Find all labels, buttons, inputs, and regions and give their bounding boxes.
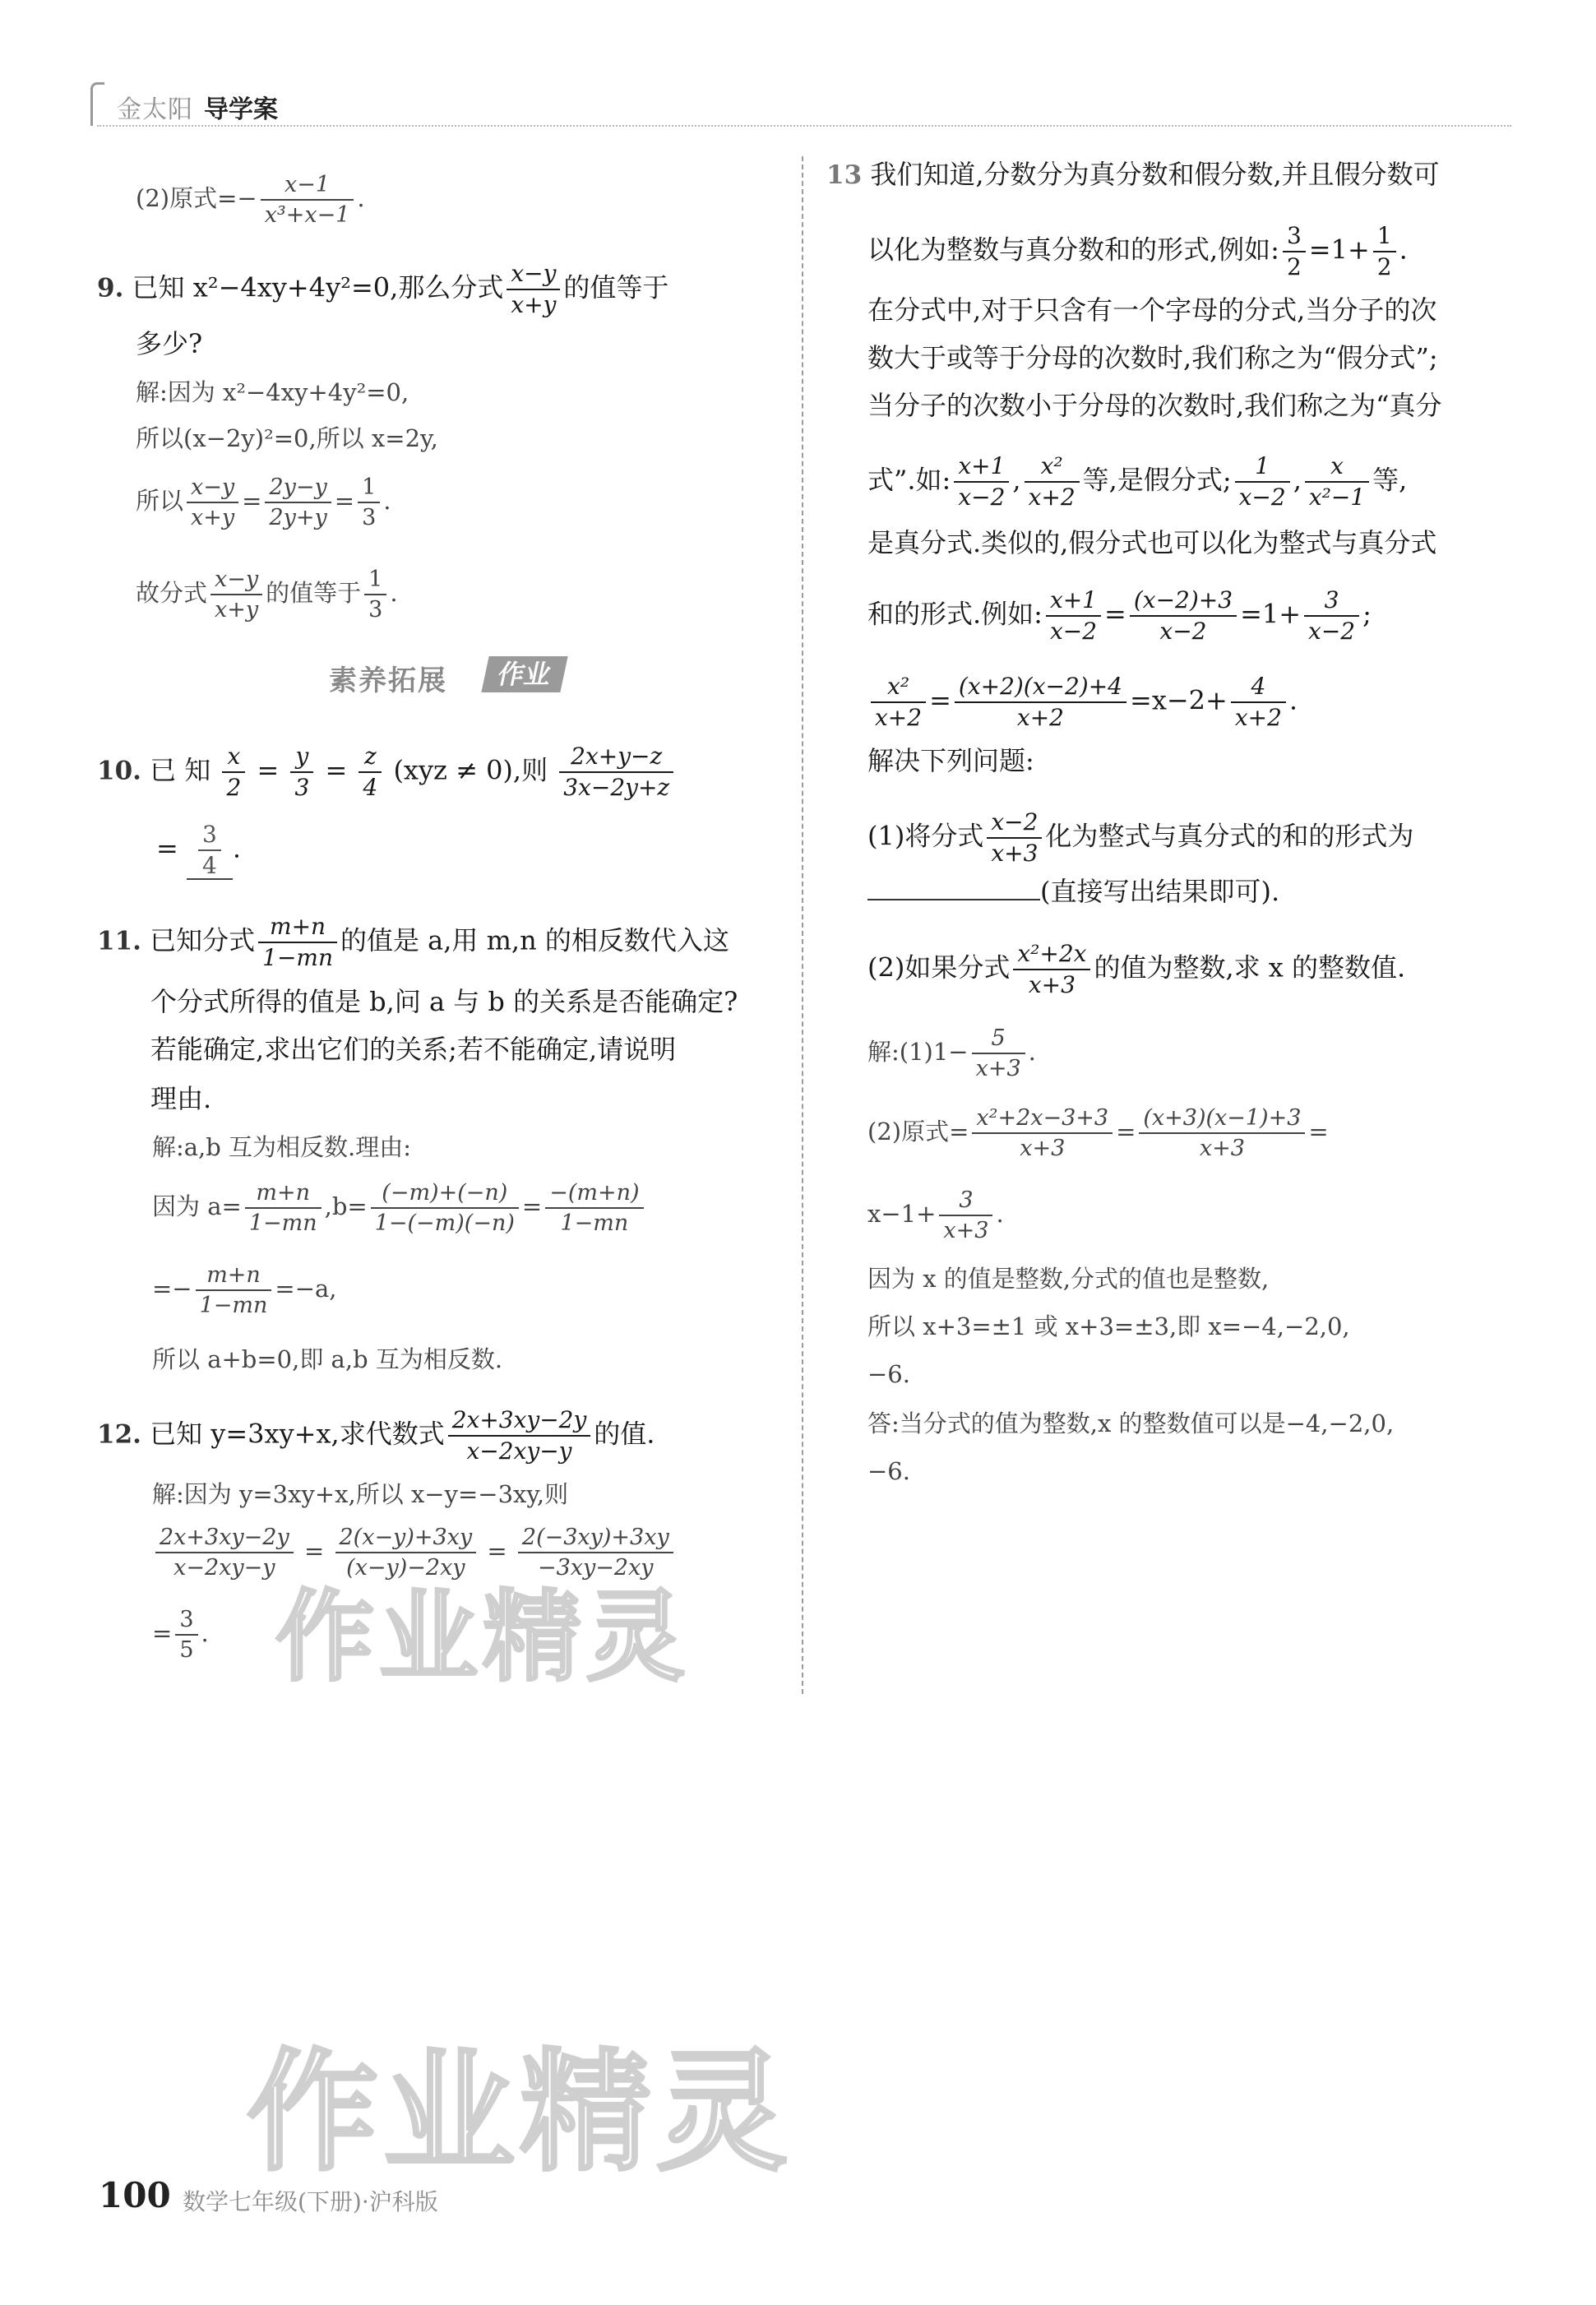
q11-question-line4: 理由.	[150, 1083, 212, 1114]
column-divider	[802, 156, 803, 1694]
header-rule	[97, 125, 1511, 127]
q11-answer-line1: 解:a,b 互为相反数.理由:	[152, 1133, 412, 1161]
q11-question-line3: 若能确定,求出它们的关系;若不能确定,请说明	[150, 1034, 677, 1065]
q9-answer-line1: 解:因为 x²−4xy+4y²=0,	[136, 378, 409, 406]
q10-question: 10. 已 知 $\frac{x}{2}$ = $\frac{y}{3}$ = $\frac{z}{4}$ (xyz ≠ 0),则 $\frac{2x+y-z}{3x-2y+z}$	[97, 744, 677, 800]
q13-answer-line6: −6.	[867, 1360, 910, 1388]
header-subtitle: 导学案	[204, 95, 278, 124]
q9-answer-line2: 所以(x−2y)²=0,所以 x=2y,	[136, 424, 438, 452]
q13-line3: 在分式中,对于只含有一个字母的分式,当分子的次	[867, 294, 1437, 326]
section-banner-title: 素养拓展	[329, 664, 447, 697]
q8-answer: (2)原式=− $\frac{x-1}{\text{x³+x−1}}$ .	[136, 172, 365, 228]
q13-answer-line7: 答:当分式的值为整数,x 的整数值可以是−4,−2,0,	[867, 1409, 1395, 1437]
q13-part1: (1)将分式 $\frac{x-2}{x+3}$ 化为整式与真分式的和的形式为	[867, 808, 1414, 867]
q13-line9: $\frac{\text{x²}}{x+2}$ = $\frac{(x+2)(x-2)+4}{x+2}$ =x−2+ $\frac{4}{x+2}$ .	[867, 674, 1298, 730]
header-brand: 金太阳	[117, 95, 193, 124]
q12-answer-line3: = $\frac{3}{5}$ .	[152, 1607, 209, 1663]
q9-question-line2: 多少?	[136, 328, 203, 359]
q13-line2: 以化为整数与真分数和的形式,例如: $\frac{3}{2}$ =1+ $\frac{1}{2}$ .	[867, 222, 1408, 280]
q11-question-line1: 11. 已知分式 $\frac{m+n}{1-mn}$ 的值是 a,用 m,n 的相反数代入这	[97, 913, 729, 971]
q10-answer: = $\frac{3}{4}$ .	[156, 821, 241, 879]
watermark-bottom: 作业精灵	[247, 2035, 793, 2189]
q12-question: 12. 已知 y=3xy+x,求代数式 $\frac{2x+3xy-2y}{x-2xy-y}$ 的值.	[97, 1406, 655, 1465]
page-number: 100	[99, 2175, 171, 2215]
q12-answer-line1: 解:因为 y=3xy+x,所以 x−y=−3xy,则	[152, 1480, 569, 1508]
q13-line5: 当分子的次数小于分母的次数时,我们称之为“真分	[867, 390, 1442, 421]
q13-line6: 式”.如: $\frac{x+1}{x-2}$ , $\frac{\text{x²}}{x+2}$ 等,是假分式; $\frac{1}{x-2}$ , $\frac{x}{\text{x²−1}}$ 等,	[867, 452, 1408, 511]
q11-question-line2: 个分式所得的值是 b,问 a 与 b 的关系是否能确定?	[150, 986, 738, 1017]
header-bracket	[90, 82, 104, 126]
q9-answer-line4: 故分式 $\frac{x-y}{x+y}$ 的值等于 $\frac{1}{3}$ .	[136, 567, 398, 623]
q13-answer-line2: (2)原式= $\frac{\text{x²+2x−3+3}}{x+3}$ = $\frac{(x+3)(x-1)+3}{x+3}$ =	[867, 1105, 1329, 1161]
q13-line7: 是真分式.类似的,假分式也可以化为整式与真分式	[867, 527, 1437, 558]
q13-line4: 数大于或等于分母的次数时,我们称之为“假分式”;	[867, 342, 1438, 373]
q11-answer-line3: =− $\frac{m+n}{1-mn}$ =−a,	[152, 1262, 337, 1318]
q13-line10: 解决下列问题:	[867, 745, 1034, 776]
q13-answer-line4: 因为 x 的值是整数,分式的值也是整数,	[867, 1265, 1270, 1293]
watermark-top: 作业精灵	[275, 1581, 690, 1695]
q12-answer-line2: $\frac{2x+3xy-2y}{x-2xy-y}$ = $\frac{2(x-y)+3xy}{(x-y)-2xy}$ = $\frac{2(-3xy)+3xy}{-3xy-2xy}$	[152, 1525, 677, 1580]
answer-blank[interactable]	[867, 874, 1040, 900]
q13-line1: 13 我们知道,分数分为真分数和假分数,并且假分数可	[826, 159, 1440, 190]
q9-answer-line3: 所以 $\frac{x-y}{x+y}$ = $\frac{2y-y}{2y+y}$ = $\frac{1}{3}$ .	[136, 474, 391, 530]
section-banner-tag: 作业	[481, 656, 567, 692]
q13-part2: (2)如果分式 $\frac{\text{x²+2x}}{x+3}$ 的值为整数,求 x 的整数值.	[867, 940, 1406, 998]
q9-question-line1: 9. 已知 x²−4xy+4y²=0,那么分式 $\frac{x-y}{x+y}$ 的值等于	[97, 260, 669, 318]
q13-answer-line8: −6.	[867, 1457, 910, 1485]
book-info: 数学七年级(下册)·沪科版	[183, 2188, 438, 2215]
q11-answer-line4: 所以 a+b=0,即 a,b 互为相反数.	[152, 1345, 503, 1373]
q11-answer-line2: 因为 a= $\frac{m+n}{1-mn}$ ,b= $\frac{(-m)+(-n)}{1-(-m)(-n)}$ = $\frac{-(m+n)}{1-mn}$	[152, 1181, 647, 1235]
q13-answer-line1: 解:(1)1− $\frac{5}{x+3}$ .	[867, 1025, 1036, 1081]
q13-answer-line3: x−1+ $\frac{3}{x+3}$ .	[867, 1187, 1004, 1243]
q13-line8: 和的形式.例如: $\frac{x+1}{x-2}$ = $\frac{(x-2)+3}{x-2}$ =1+ $\frac{3}{x-2}$ ;	[867, 586, 1372, 645]
q13-part1-line2: (直接写出结果即可).	[867, 874, 1279, 908]
q13-answer-line5: 所以 x+3=±1 或 x+3=±3,即 x=−4,−2,0,	[867, 1312, 1350, 1340]
